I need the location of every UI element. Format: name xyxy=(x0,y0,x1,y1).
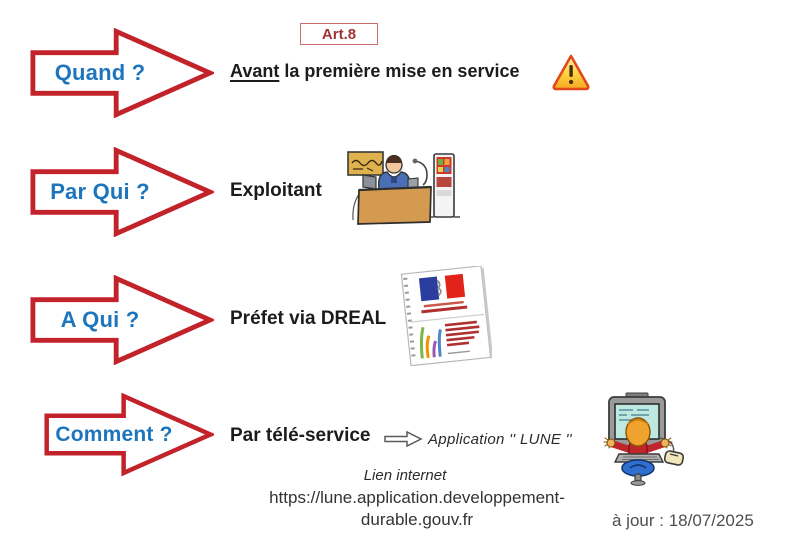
answer-a-qui: Préfet via DREAL xyxy=(230,308,387,329)
updated-date: à jour : 18/07/2025 xyxy=(612,511,754,530)
computer-user-illustration xyxy=(597,392,689,486)
link-caption: Lien internet xyxy=(363,467,447,484)
site-url-line1[interactable]: https://lune.application.developpement- xyxy=(269,488,565,507)
answer-comment: Par télé-service xyxy=(230,425,371,446)
answer-par-qui: Exploitant xyxy=(230,180,322,201)
question-comment: Comment ? xyxy=(55,422,173,446)
dreal-document-illustration xyxy=(396,266,492,366)
application-lune-label: Application '' LUNE '' xyxy=(428,431,572,448)
question-a-qui: A Qui ? xyxy=(60,307,140,332)
art8-badge: Art.8 xyxy=(300,23,378,45)
question-par-qui: Par Qui ? xyxy=(50,179,150,204)
question-quand: Quand ? xyxy=(54,60,146,85)
site-url-line2[interactable]: durable.gouv.fr xyxy=(360,510,474,529)
office-worker-illustration xyxy=(335,143,475,228)
answer-quand xyxy=(230,61,520,82)
small-right-arrow-icon xyxy=(383,430,423,448)
warning-triangle-icon xyxy=(550,52,592,92)
answer-quand-underlined: Avant xyxy=(230,61,280,81)
answer-quand-rest: la première mise en service xyxy=(279,61,520,81)
site-url[interactable] xyxy=(217,487,617,531)
